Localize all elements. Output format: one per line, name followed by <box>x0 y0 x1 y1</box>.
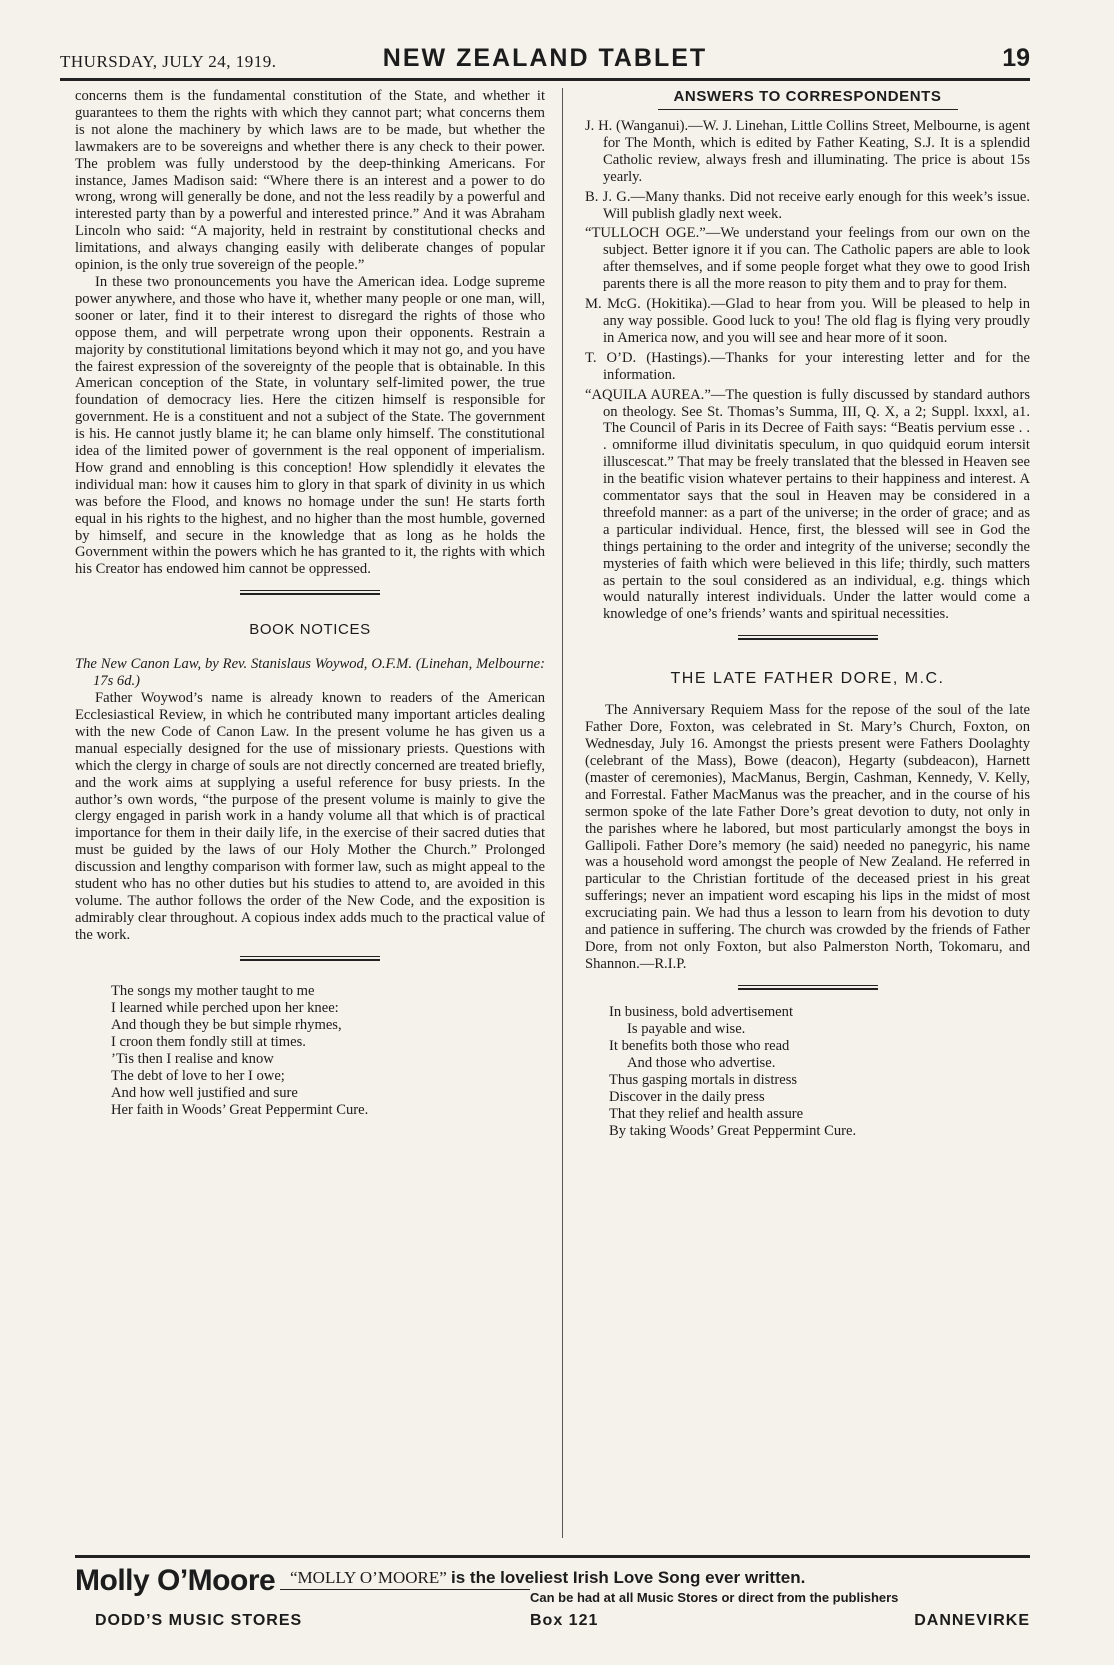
book-notices-heading: BOOK NOTICES <box>249 621 371 639</box>
book-citation: The New Canon Law, by Rev. Stanislaus Woywod, O.F.M. (Linehan, Melbourne: 17s 6d.) <box>75 656 545 690</box>
masthead-title: NEW ZEALAND TABLET <box>382 44 708 72</box>
father-dore-article: The Anniversary Requiem Mass for the repose of the soul of the late Father Dore, Foxton, was celebrated in St. Mary’s Church, Foxton, on Wednesday, July 16. Amongst the priests present were Fathers Doolaghty (celebrant of the Mass), Bowe (deacon), Hegarty (subdeacon), Harnett (master of ceremonies), MacManus, Bergin, Cashman, Kennedy, V. Kelly, and Forrestal. Father MacManus was the preacher, and in the course of his sermon spoke of the late Father Dore’s great devotion to duty, not only in the parishes where he labored, but most particularly amongst the boys in Gallipoli. Father Dore’s memory (he said) needed no panegyric, his name was a household word amongst the people of New Zealand. He referred in particular to the Christian fortitude of the deceased priest in his great sufferings; never an impatient word escaping his lips in the midst of most excruciating pain. We had thus a lesson to learn from his devotion to duty and patience in suffering. The church was crowded by the friends of Father Dore, from not only Foxton, but also Palmerston North, Tokomaru, and Shannon.—R.I.P. <box>585 702 1030 972</box>
advert-availability: Can be had at all Music Stores or direct from the publishers <box>530 1590 899 1605</box>
advertisement-poem <box>585 1004 1030 1140</box>
article-paragraph: In these two pronouncements you have the American idea. Lodge supreme power anywhere, and those who have it, whether many people or one man, will, sooner or later, find it to their interest to disregard the rights of those who oppose them, and will perpetrate wrong upon their opponents. Restrain a majority by constitutional limitations beyond which it may not go, and you have the fairest expression of the sovereignty of the people that is obtainable. In this American conception of the State, in voluntary self-limited power, the true foundation of democracy lies. Here the citizen himself is responsible for government. He is a constituent and not a subject of the State. The government is his. He cannot justly blame it; he can blame only himself. The constitutional idea of the limited power of government is the real opponent of imperialism. How grand and ennobling is this conception! How splendidly it elevates the individual man: how it causes him to glory in that spark of divinity in us which was before the Flood, and knows no homage under the sun! He starts forth equal in his rights to the highest, and no higher than the most humble, governed by himself, and secure in the knowledge that as long as he holds the Government within the powers which he has granted to it, the rights with which his Creator has endowed him cannot be oppressed. <box>75 273 545 578</box>
advert-store: DODD’S MUSIC STORES <box>95 1612 303 1629</box>
poem-line: The songs my mother taught to me <box>111 982 315 999</box>
answers-heading: ANSWERS TO CORRESPONDENTS <box>673 88 942 105</box>
section-divider <box>240 956 380 961</box>
correspondent-answer: “TULLOCH OGE.”—We understand your feelings from our own on the subject. Better ignore it if you can. The Catholic papers are able to look after themselves, and if some people forget what they owe to good Irish parents there is all the more reason to pity them and to pray for them. <box>585 225 1030 293</box>
correspondent-answer: “AQUILA AUREA.”—The question is fully discussed by standard authors on theology. See St. Thomas’s Summa, III, Q. X, a 2; Suppl. lxxxl, a1. The Council of Paris in its Decree of Faith says: “Beatis pervium esse . . . omniforme illud divinitatis speculum, in quo quidquid eorum intersit illuscescat.” That may be freely translated that the blessed in Heaven see in the beatific vision whatever pertains to their happiness and interest. A commentator says that the soul in Heaven may be considered in a threefold manner: as a part of the universe; in the order of grace; and as a particular individual. Hence, first, the blessed will see in God the things pertaining to the order and integrity of the universe; secondly the mysteries of faith which were believed in this life; thirdly, such matters as pertain to the soul considered as an individual, e.g. things which would naturally interest individuals. Under the latter would come a knowledge of one’s friends’ wants and spiritual necessities. <box>585 386 1030 623</box>
right-column <box>585 88 1030 1140</box>
correspondent-answer: B. J. G.—Many thanks. Did not receive early enough for this week’s issue. Will publish gladly next week. <box>585 188 1030 222</box>
section-divider <box>240 590 380 595</box>
section-divider <box>738 635 878 640</box>
poem-line: By taking Woods’ Great Peppermint Cure. <box>609 1122 857 1139</box>
poem-line: It benefits both those who read <box>609 1037 790 1054</box>
poem-line: Thus gasping mortals in distress <box>609 1071 798 1088</box>
correspondent-answer: J. H. (Wanganui).—W. J. Linehan, Little Collins Street, Melbourne, is agent for The Month, which is edited by Father Keating, S.J. It is a splendid Catholic review, always fresh and illuminating. The price is about 15s yearly. <box>585 118 1030 185</box>
header-rule <box>60 78 1030 81</box>
left-column <box>75 88 545 1119</box>
correspondent-answer: M. McG. (Hokitika).—Glad to hear from you. Will be pleased to help in any way possible. Good luck to you! The old flag is flying very proudly in America now, and you will see and hear more of it soon. <box>585 296 1030 346</box>
poem-line: That they relief and health assure <box>609 1105 804 1122</box>
column-divider <box>562 88 563 1538</box>
poem-line: Is payable and wise. <box>627 1020 746 1037</box>
poem-line: In business, bold advertisement <box>609 1003 794 1020</box>
father-dore-heading: THE LATE FATHER DORE, M.C. <box>670 670 945 688</box>
article-paragraph: concerns them is the fundamental constitution of the State, and whether it guarantees to them the rights with which they cannot part; what concerns them is not alone the machinery by which laws are to be made, but whether the lawmakers are to be sovereigns and whether there is any check to their power. The problem was fully understood by the deep-thinking Americans. For instance, James Madison said: “Where there is an interest and a power to do wrong, wrong will generally be done, and not the less readily by a powerful and interested party than by a powerful and interested prince.” And it was Abraham Lincoln who said: “A majority, held in restraint by constitutional checks and limitations, and always changing easily with deliberate changes of popular opinion, is the only true sovereign of the people.” <box>75 88 545 274</box>
mother-songs-poem <box>75 983 545 1119</box>
section-divider <box>738 985 878 990</box>
book-review-body: Father Woywod’s name is already known to readers of the American Ecclesiastical Review, in which he contributed many important articles dealing with the new Code of Canon Law. In the present volume he has given us a manual especially designed for the use of missionary priests. Questions with which the clergy in charge of souls are not directly concerned are treated briefly, and the work aims at supplying a useful reference for busy priests. In the author’s own words, “the purpose of the present volume is mainly to give the clergy engaged in parish work in a handy volume all that which is of practical importance for them in their daily life, in the exercise of their sacred duties that must be guided by the laws of our Holy Mother the Church.” Prolonged discussion and lengthy comparison with former law, such as might appeal to the student who has no other duties but his studies to attend to, are avoided in this volume. The author follows the order of the New Code, and the exposition is admirably clear throughout. A copious index adds much to the practical value of the work. <box>75 690 545 943</box>
poem-line: Discover in the daily press <box>609 1088 765 1105</box>
advert-town: DANNEVIRKE <box>914 1612 1030 1629</box>
poem-line: And how well justified and sure <box>111 1084 298 1101</box>
poem-line: Her faith in Woods’ Great Peppermint Cure. <box>111 1101 369 1118</box>
advert-brand: Molly O’Moore <box>75 1564 276 1597</box>
advert-rule <box>280 1589 530 1590</box>
poem-line: And those who advertise. <box>627 1054 776 1071</box>
page-header <box>60 42 1030 78</box>
issue-date: THURSDAY, JULY 24, 1919. <box>60 52 277 71</box>
page-number: 19 <box>1002 44 1030 72</box>
advert-box: Box 121 <box>530 1612 599 1629</box>
molly-omoore-advert <box>75 1560 1035 1630</box>
correspondent-answer: T. O’D. (Hastings).—Thanks for your interesting letter and for the information. <box>585 349 1030 383</box>
advert-song-title: “MOLLY O’MOORE” <box>290 1568 447 1587</box>
poem-line: And though they be but simple rhymes, <box>111 1016 342 1033</box>
advert-tagline-text: is the loveliest Irish Love Song ever written. <box>451 1568 806 1587</box>
heading-rule <box>658 109 958 110</box>
poem-line: The debt of love to her I owe; <box>111 1067 285 1084</box>
poem-line: ’Tis then I realise and know <box>111 1050 274 1067</box>
poem-line: I croon them fondly still at times. <box>111 1033 306 1050</box>
advert-tagline <box>290 1568 805 1588</box>
advert-rule <box>75 1555 1030 1558</box>
poem-line: I learned while perched upon her knee: <box>111 999 339 1016</box>
